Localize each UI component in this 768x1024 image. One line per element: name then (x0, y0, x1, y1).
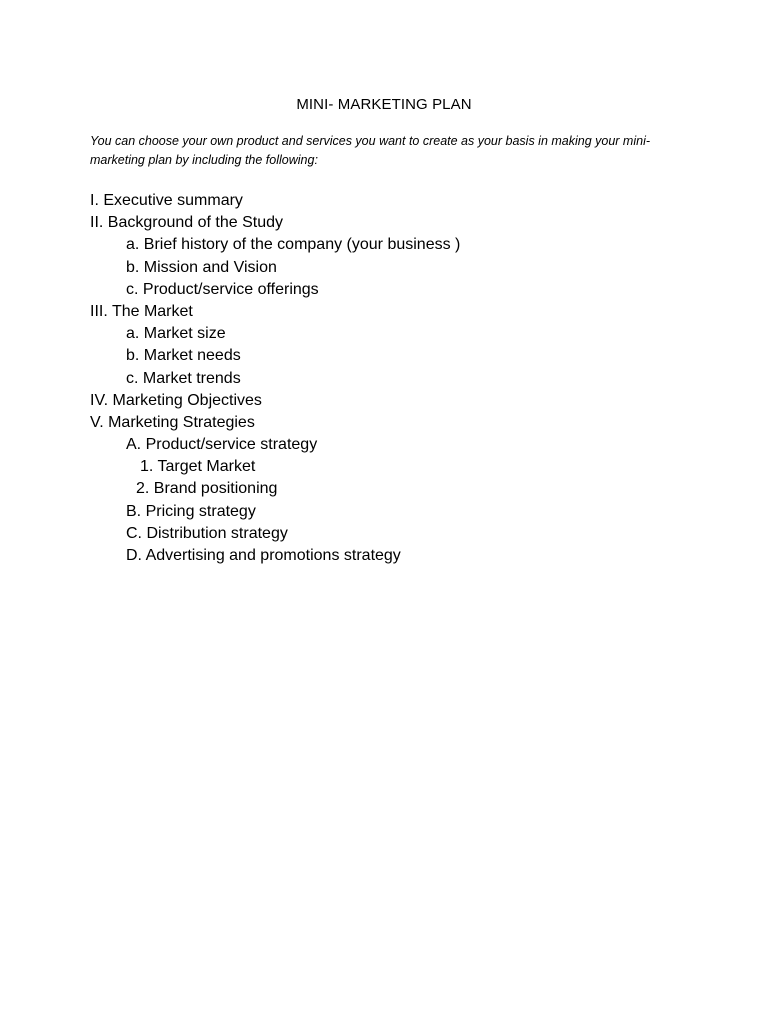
outline-subsubitem-target-market: 1. Target Market (140, 458, 256, 476)
outline-subitem-product-strategy: A. Product/service strategy (126, 436, 318, 454)
outline-subsubitem-brand-positioning: 2. Brand positioning (136, 480, 278, 498)
outline-subitem-market-trends: c. Market trends (126, 369, 241, 387)
outline-item-marketing-objectives: IV. Marketing Objectives (90, 391, 262, 409)
outline-item-executive-summary: I. Executive summary (90, 192, 243, 209)
outline-subitem-market-size: a. Market size (126, 325, 226, 343)
outline-item-background: II. Background of the Study (90, 214, 284, 232)
outline-item-marketing-strategies: V. Marketing Strategies (90, 413, 255, 431)
outline-subitem-pricing-strategy: B. Pricing strategy (126, 502, 256, 520)
intro-paragraph: You can choose your own product and services you want to create as your basis in making your mini-marketing plan by including the following: (90, 134, 651, 167)
outline-item-the-market: III. The Market (90, 302, 193, 320)
outline-subitem-market-needs: b. Market needs (126, 347, 241, 365)
outline-subitem-offerings: c. Product/service offerings (126, 280, 319, 298)
outline-subitem-distribution-strategy: C. Distribution strategy (126, 524, 288, 542)
outline-list (90, 190, 690, 567)
page-title: MINI- MARKETING PLAN (296, 96, 472, 113)
outline-subitem-advertising-strategy: D. Advertising and promotions strategy (126, 547, 401, 564)
outline-subitem-mission-vision: b. Mission and Vision (126, 258, 277, 276)
outline-subitem-brief-history: a. Brief history of the company (your business ) (126, 236, 461, 254)
